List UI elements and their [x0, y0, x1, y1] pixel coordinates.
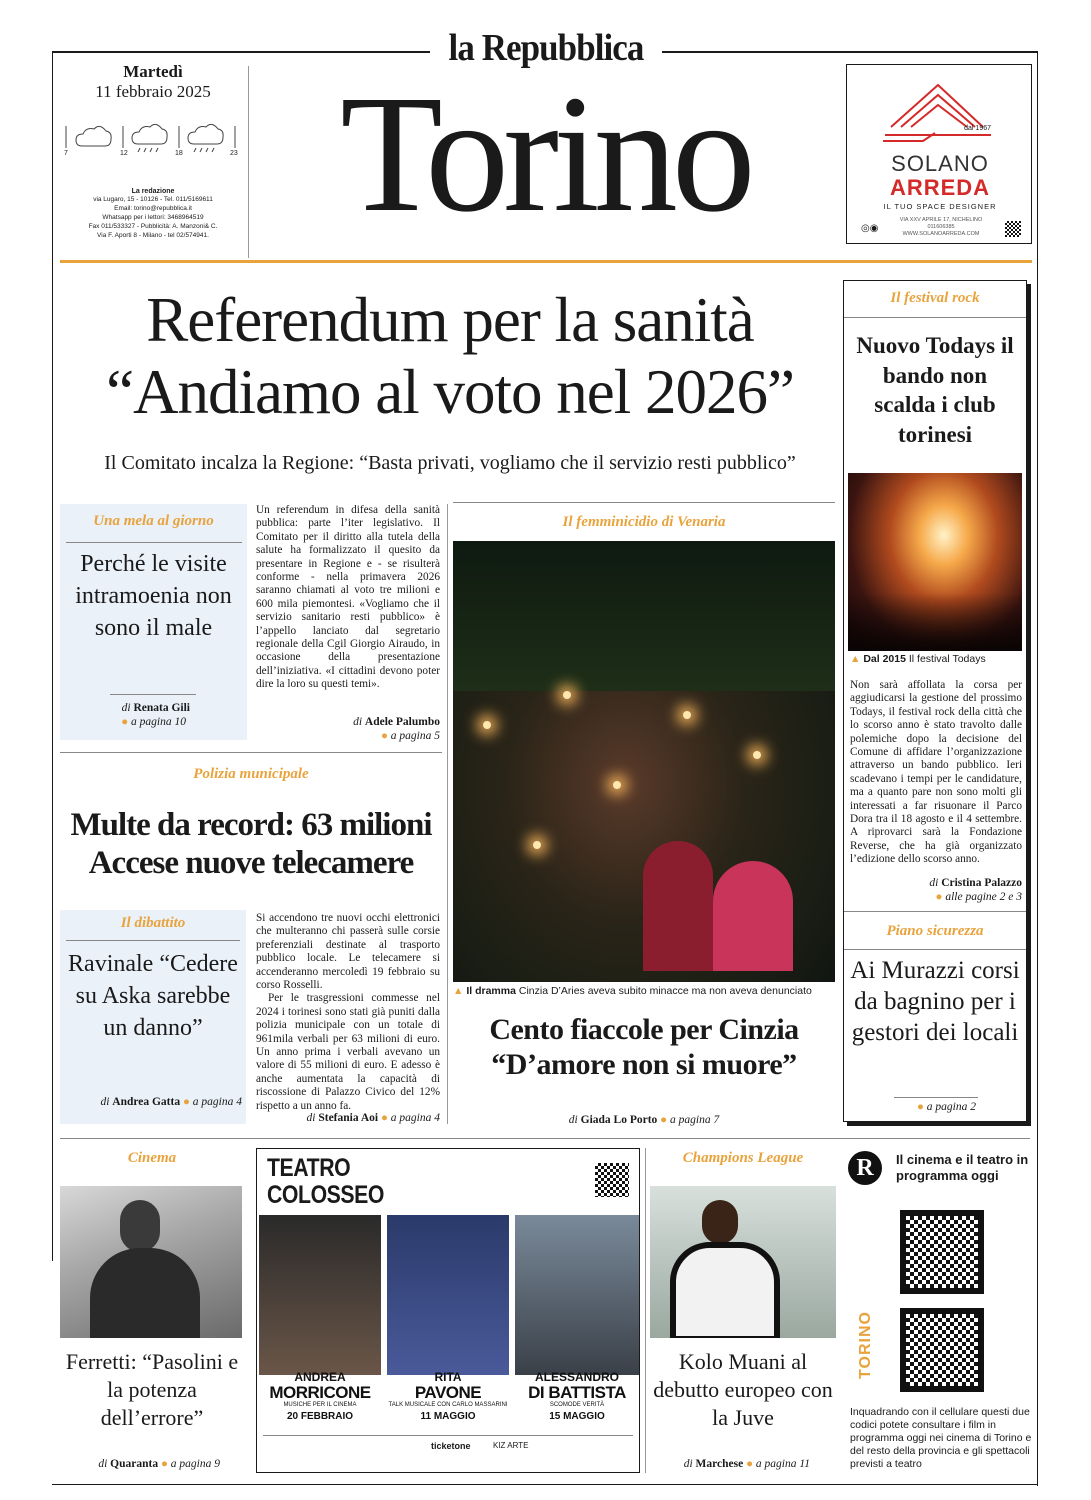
qr-box[interactable] — [846, 1148, 1032, 1473]
qr-box-body: Inquadrando con il cellulare questi due codici potete consultare i film in programma oggi nei cinema di Torino e del resto della provincia e gli spettacoli previsti a teatro — [850, 1406, 1032, 1470]
photo-figure-head — [702, 1200, 738, 1244]
qr-side-label: TORINO — [856, 1311, 874, 1379]
lead-body: Un referendum in difesa della sanità pubblica: parte l’iter legislativo. Il Comitato per il diritto alla tutela della salute ha formalizzato il quesito da presentare in Regione e - se risulterà conforme - nella primavera 2026 saranno chiamati al voto tre milioni e 600 mila piemontesi. «Vogliamo che il servizio sanitario resti pubblico» è l’appello lanciato dal segretario regionale della Cgil Giorgio Airaudo, in occasione della presentazione dell’iniziativa. «I cittadini devono poter dire la loro su questi temi». — [256, 504, 440, 691]
polizia-body-p2: Per le trasgressioni commesse nel 2024 i torinesi sono stati già puniti dalla polizia municipale con un totale di 961mila verbali per 63 milioni di euro. Un anno prima i verbali avevano un valore di 55 milioni di euro. E adesso è anche aumentata la capacità di riscossione di Palazzo Civico del 12% rispetto a un anno fa. — [256, 992, 440, 1112]
dibattito-byline: di Andrea Gatta ● a pagina 4 — [100, 1096, 242, 1108]
todays-byline — [850, 877, 1022, 889]
column-divider — [645, 1148, 646, 1473]
dibattito-rule — [66, 940, 240, 941]
weather-strip — [60, 122, 246, 166]
byline-prefix: di — [353, 716, 363, 728]
photo-figure-head — [120, 1200, 160, 1252]
mela-kicker: Una mela al giorno — [93, 513, 214, 529]
colosseo-title — [267, 1155, 384, 1209]
ad-solano-arreda[interactable] — [846, 64, 1032, 244]
page-ref: a pagina 2 — [926, 1101, 976, 1113]
todays-caption: ▲ Dal 2015 Il festival Todays — [850, 653, 986, 665]
byline-name: Renata Gili — [133, 702, 190, 714]
mela-title: Perché le visite intramoenia non sono il male — [75, 551, 232, 641]
colosseo-qr-code — [595, 1163, 629, 1197]
venaria-headline-line1: Cento fiaccole per Cinzia — [489, 1013, 799, 1046]
page-border-left — [52, 51, 53, 1261]
mela-page: ● a pagina 10 — [121, 716, 186, 728]
mela-box[interactable] — [60, 504, 247, 740]
byline-prefix: di — [121, 702, 131, 714]
cinema-photo — [60, 1186, 242, 1338]
masthead-rule-right — [662, 51, 1038, 53]
act-photo-dibattista — [515, 1215, 639, 1375]
dibattito-kicker: Il dibattito — [120, 915, 186, 931]
redazione-line: Email: torino@repubblica.it — [114, 205, 192, 212]
torch-light — [613, 781, 621, 789]
torch-light — [533, 841, 541, 849]
act-last: PAVONE — [414, 1383, 482, 1402]
ad-teatro-colosseo[interactable] — [256, 1148, 640, 1473]
act-last: MORRICONE — [269, 1383, 371, 1402]
champions-kicker: Champions League — [682, 1150, 804, 1166]
byline-name: Adele Palumbo — [364, 716, 440, 728]
todays-kicker: Il festival rock — [890, 290, 980, 306]
page-ref: a pagina 4 — [192, 1096, 242, 1108]
lead-subhead: Il Comitato incalza la Regione: “Basta privati, vogliamo che il servizio resti pubblico” — [104, 452, 796, 474]
torch-light — [683, 711, 691, 719]
mela-byline-rule — [110, 694, 196, 695]
venaria-photo — [453, 541, 835, 982]
page-ref: a pagina 10 — [131, 716, 186, 728]
figure-coat — [643, 841, 713, 971]
murazzi-rule-top — [844, 911, 1026, 912]
murazzi-page: ● a pagina 2 — [916, 1101, 976, 1113]
page-ref: a pagina 4 — [390, 1112, 440, 1124]
lead-headline-line1: Referendum per la sanità — [146, 285, 754, 355]
sponsor-ticketone: ticketone — [431, 1441, 471, 1451]
dibattito-box[interactable] — [60, 910, 246, 1124]
polizia-headline-line2: Accese nuove telecamere — [88, 845, 414, 881]
section-rule — [60, 752, 442, 753]
byline-name: Stefania Aoi — [318, 1112, 379, 1124]
act-sub: SCOMODE VERITÀ — [549, 1402, 605, 1408]
redazione-line: via Lugaro, 15 - 10126 - Tel. 011/5169611 — [93, 196, 213, 203]
torch-light — [563, 691, 571, 699]
venaria-headline[interactable] — [453, 1012, 835, 1082]
cinema-byline: di Quaranta ● a pagina 9 — [98, 1458, 220, 1470]
polizia-byline: di Stefania Aoi ● a pagina 4 — [306, 1112, 440, 1124]
brand-title[interactable]: la Repubblica — [448, 27, 644, 69]
act-date: 15 MAGGIO — [549, 1411, 605, 1422]
ad-address: VIA XXV APRILE 17, NICHELINO — [899, 217, 983, 223]
ad-phone: 011606385 — [927, 224, 955, 230]
redazione-info — [60, 195, 246, 240]
act-sub: TALK MUSICALE CON CARLO MASSARINI — [388, 1402, 508, 1408]
masthead-divider-left — [248, 66, 249, 258]
page-ref: a pagina 5 — [390, 730, 440, 742]
byline-name: Marchese — [695, 1458, 744, 1470]
champions-photo — [650, 1186, 836, 1338]
page-ref: a pagina 9 — [170, 1458, 220, 1470]
byline-prefix: di — [100, 1096, 110, 1108]
polizia-body-p1: Si accendono tre nuovi occhi elettronici che multeranno chi passerà sulle corsie preferenziali destinate al trasporto pubblico locale. Le telecamere si accenderanno mercoledì 19 febbraio su corso Rosselli. — [256, 912, 440, 992]
polizia-headline-line1: Multe da record: 63 milioni — [70, 807, 432, 843]
polizia-body — [256, 912, 440, 1113]
act-morricone — [259, 1369, 381, 1425]
act-date: 20 FEBBRAIO — [286, 1411, 354, 1422]
bottom-row-rule — [60, 1138, 1030, 1139]
act-sub: MUSICHE PER IL CINEMA — [283, 1402, 357, 1408]
byline-name: Andrea Gatta — [112, 1096, 181, 1108]
column-divider — [447, 504, 448, 1124]
masthead-accent-rule — [60, 260, 1032, 263]
dibattito-title: Ravinale “Cedere su Aska sarebbe un danno” — [68, 951, 238, 1041]
page-ref: a pagina 11 — [755, 1458, 810, 1470]
byline-name: Cristina Palazzo — [941, 877, 1022, 889]
social-icons: ◎◉ — [861, 223, 879, 234]
todays-photo — [848, 473, 1022, 651]
page-border-right — [1037, 51, 1038, 1486]
byline-prefix: di — [683, 1458, 693, 1470]
ad-name-2: ARREDA — [889, 175, 991, 200]
act-first: RITA — [434, 1370, 462, 1384]
torch-light — [753, 751, 761, 759]
todays-rule — [844, 317, 1026, 318]
byline-name: Quaranta — [110, 1458, 159, 1470]
byline-name: Giada Lo Porto — [580, 1114, 658, 1126]
byline-prefix: di — [98, 1458, 108, 1470]
ad-tagline: IL TUO SPACE DESIGNER — [883, 202, 997, 211]
figure-coat — [713, 861, 793, 971]
date-weather-box — [60, 62, 246, 258]
masthead-rule-left — [52, 51, 430, 53]
qr-code-teatro[interactable] — [900, 1308, 984, 1392]
act-date: 11 MAGGIO — [420, 1411, 476, 1422]
lead-headline-line2: “Andiamo al voto nel 2026” — [106, 357, 794, 427]
hour-12: 12 — [120, 150, 128, 157]
todays-sidebar[interactable] — [843, 280, 1027, 1122]
byline-prefix: di — [306, 1112, 316, 1124]
qr-code-cinema[interactable] — [900, 1210, 984, 1294]
hour-23: 23 — [230, 150, 238, 157]
act-last: DI BATTISTA — [528, 1383, 626, 1402]
venaria-caption: ▲ Il dramma Cinzia D’Aries aveva subito minacce ma non aveva denunciato — [453, 985, 812, 997]
photo-figure-body — [670, 1242, 780, 1338]
act-dibattista — [515, 1369, 639, 1425]
lead-byline — [256, 716, 440, 728]
act-pavone — [387, 1369, 509, 1425]
redazione-line: Fax 011/533327 - Pubblicità: A. Manzoni& C. — [88, 223, 218, 230]
colosseo-title-line1: TEATRO — [267, 1154, 351, 1182]
edition-title: Torino — [340, 61, 750, 247]
qr-box-title: Il cinema e il teatro in programma oggi — [896, 1152, 1029, 1183]
ad-web: WWW.SOLANOARREDA.COM — [902, 231, 980, 237]
solano-logo-icon — [883, 77, 993, 145]
caption-text: Il festival Todays — [908, 653, 986, 665]
cinema-title[interactable]: Ferretti: “Pasolini e la potenza dell’errore” — [65, 1349, 239, 1430]
sponsor-kizarte: KIZ ARTE — [493, 1441, 529, 1450]
page-bottom-rule — [52, 1484, 1038, 1485]
day-label: Martedì — [123, 62, 183, 81]
todays-page: ● alle pagine 2 e 3 — [935, 891, 1022, 903]
torch-light — [483, 721, 491, 729]
champions-title[interactable]: Kolo Muani al debutto europeo con la Juve — [653, 1349, 833, 1430]
lead-page: ● a pagina 5 — [380, 730, 440, 742]
mela-byline — [60, 702, 190, 714]
murazzi-title: Ai Murazzi corsi da bagnino per i gestori dei locali — [850, 957, 1020, 1046]
ad-name-1: SOLANO — [891, 151, 989, 176]
redazione-title: La redazione — [131, 188, 175, 195]
caption-text: Cinzia D’Aries aveva subito minacce ma non aveva denunciato — [518, 985, 812, 997]
repubblica-logo: R — [848, 1151, 882, 1185]
champions-byline: di Marchese ● a pagina 11 — [683, 1458, 810, 1470]
ad-since: dal 1967 — [964, 125, 991, 132]
colosseo-title-line2: COLOSSEO — [267, 1181, 385, 1209]
venaria-headline-line2: “D’amore non si muore” — [491, 1048, 797, 1081]
lead-headline[interactable] — [60, 284, 840, 428]
photo-figure-body — [90, 1248, 200, 1338]
weather-icons — [60, 122, 246, 166]
sponsor-rule — [263, 1435, 633, 1436]
ad-qr-code — [1005, 221, 1021, 237]
murazzi-byline-rule — [894, 1097, 978, 1098]
byline-prefix: di — [568, 1114, 578, 1126]
photo-hedge — [453, 541, 835, 691]
act-first: ANDREA — [294, 1370, 346, 1384]
redazione-line: Whatsapp per i lettori: 3468964519 — [102, 214, 204, 221]
hour-7: 7 — [64, 150, 68, 157]
page-ref: alle pagine 2 e 3 — [945, 891, 1022, 903]
act-first: ALESSANDRO — [534, 1370, 619, 1384]
murazzi-rule — [844, 949, 1026, 950]
page-ref: a pagina 7 — [670, 1114, 720, 1126]
caption-bold: Dal 2015 — [863, 653, 906, 665]
mela-rule — [66, 542, 242, 543]
date-label: 11 febbraio 2025 — [95, 82, 211, 101]
murazzi-kicker: Piano sicurezza — [886, 923, 984, 939]
byline-prefix: di — [929, 877, 939, 889]
polizia-kicker: Polizia municipale — [193, 766, 309, 782]
todays-body: Non sarà affollata la corsa per aggiudicarsi la gestione del prossimo Todays, il festival rock della città che lo scorso anno è stato travolto dalle polemiche dopo la decisione del Comune di affidare l’organizzazione attraverso un bando pubblico. Ieri scadevano i tempi per le candidature, ma a quanto pare non sono molti gli interessati a far risuonare il Parco Dora tra il 18 agosto e il 4 settembre. A riprovarci sarà la Fondazione Reverse, che ha già organizzato l’edizione dello scorso anno. — [850, 679, 1022, 866]
photo-crowd — [848, 593, 1022, 651]
act-photo-pavone — [387, 1215, 509, 1375]
venaria-kicker: Il femminicidio di Venaria — [562, 514, 726, 530]
act-photo-morricone — [259, 1215, 381, 1375]
cinema-kicker: Cinema — [127, 1150, 177, 1166]
caption-bold: Il dramma — [466, 985, 516, 997]
venaria-byline: di Giada Lo Porto ● a pagina 7 — [568, 1114, 720, 1126]
redazione-line: Via F. Aporti 8 - Milano - tel 02/574941. — [97, 232, 209, 239]
ad-contacts — [891, 217, 991, 238]
venaria-top-rule — [453, 502, 835, 503]
polizia-headline[interactable] — [60, 806, 442, 882]
hour-18: 18 — [175, 150, 183, 157]
todays-headline: Nuovo Todays il bando non scalda i club torinesi — [856, 333, 1014, 447]
